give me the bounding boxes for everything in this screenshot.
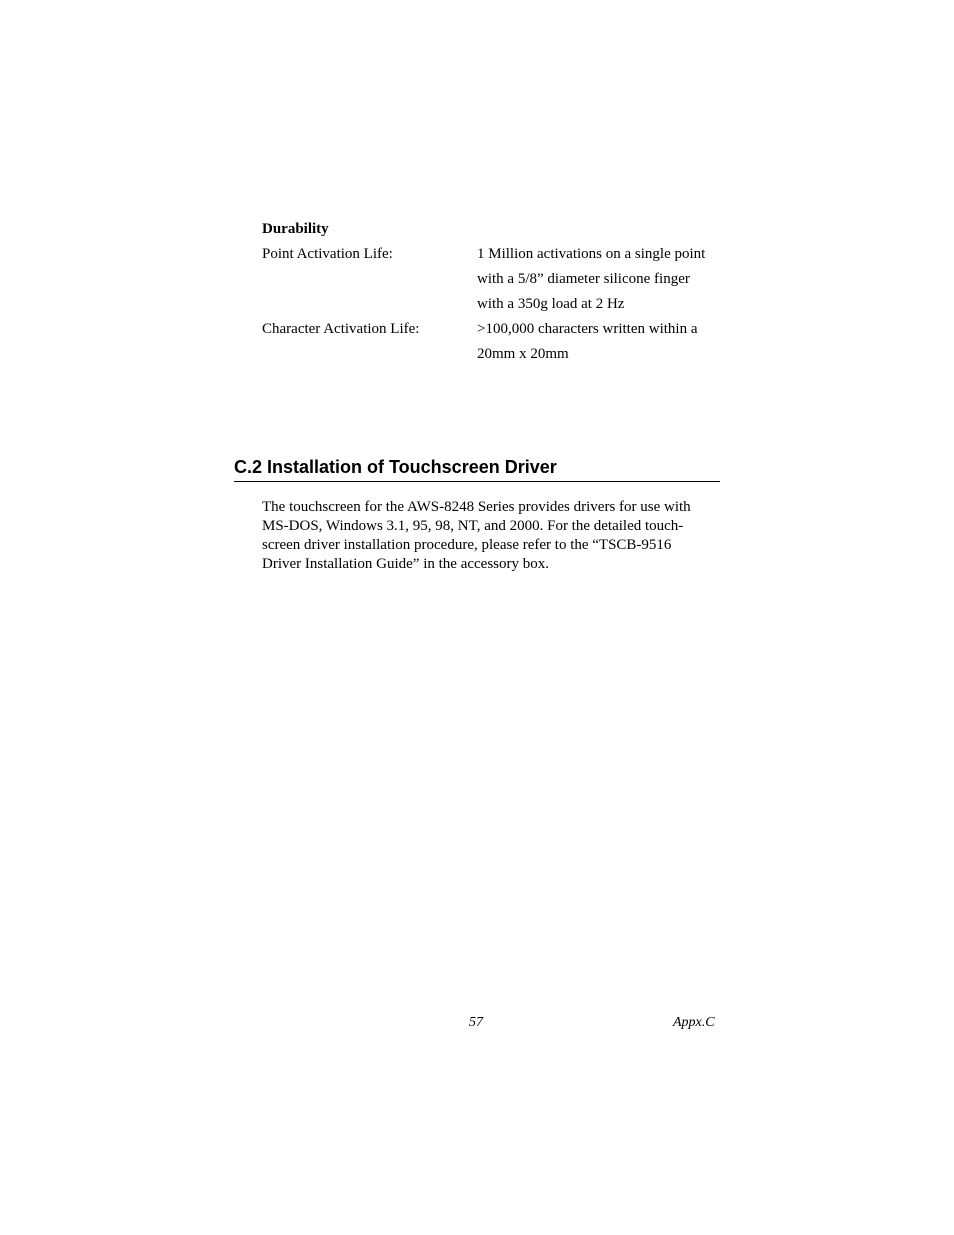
point-activation-value-line-2: with a 5/8” diameter silicone finger — [477, 271, 690, 287]
paragraph-line-2: MS-DOS, Windows 3.1, 95, 98, NT, and 2000. For the detailed touch- — [262, 518, 684, 534]
character-activation-label: Character Activation Life: — [262, 321, 420, 337]
paragraph-line-4: Driver Installation Guide” in the accessory box. — [262, 556, 549, 572]
paragraph-line-3: screen driver installation procedure, please refer to the “TSCB-9516 — [262, 537, 672, 553]
durability-heading: Durability — [262, 221, 329, 237]
appendix-label: Appx.C — [673, 1015, 715, 1030]
paragraph-line-1: The touchscreen for the AWS-8248 Series provides drivers for use with — [262, 499, 691, 515]
section-title: C.2 Installation of Touchscreen Driver — [234, 457, 557, 477]
installation-paragraph — [262, 498, 722, 574]
section-divider — [234, 481, 720, 482]
character-activation-value-line-1: >100,000 characters written within a — [477, 321, 698, 337]
point-activation-value-line-3: with a 350g load at 2 Hz — [477, 296, 625, 312]
point-activation-value-line-1: 1 Million activations on a single point — [477, 246, 706, 262]
character-activation-value-line-2: 20mm x 20mm — [477, 346, 569, 362]
point-activation-label: Point Activation Life: — [262, 246, 393, 262]
page-number: 57 — [469, 1015, 483, 1030]
